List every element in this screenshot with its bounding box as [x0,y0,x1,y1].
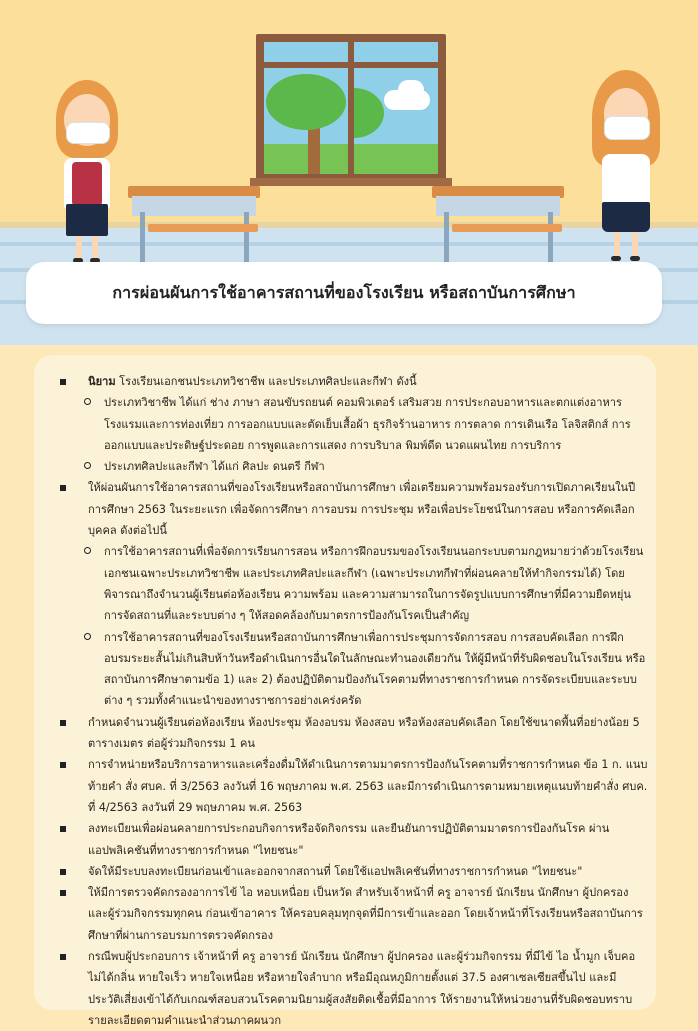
item-text: ให้มีการตรวจคัดกรองอาการไข้ ไอ หอบเหนื่อย เป็นหวัด สำหรับเจ้าหน้าที่ ครู อาจารย์ นักเรียน นักศึกษา ผู้ปกครอง และผู้ร่วมกิจกรรมทุกคน ก่อนเข้าอาคาร ให้ครอบคลุมทุกจุดที่มีการเข้าและออก โดยเจ้าหน้าที่โรงเรียนหรือสถาบันการศึกษาที่ผ่านการอบรมการตรวจคัดกรอง [88,886,643,942]
student-right [592,70,666,265]
guideline-item [48,371,648,392]
item-text: กรณีพบผู้ประกอบการ เจ้าหน้าที่ ครู อาจารย์ นักเรียน นักศึกษา ผู้ปกครอง และผู้ร่วมกิจกรรม ที่มีไข้ ไอ น้ำมูก เจ็บคอ ไม่ได้กลิ่น หายใจเร็ว หายใจเหนื่อย หรือหายใจลำบาก หรือมีอุณหภูมิกายตั้งแต่ 37.5 องศาเซลเซียสขึ้นไป และมีประวัติเสี่ยงเข้าได้กับเกณฑ์สอบสวนโรคตามนิยามผู้สงสัยติดเชื้อที่มีอาการ ให้รายงานให้หน่วยงานที่รับผิดชอบทราบ รายละเอียดตามคำแนะนำส่วนภาคผนวก [88,950,636,1027]
bench-right [452,224,562,232]
item-lead: นิยาม [88,375,116,388]
sub-item-text: การใช้อาคารสถานที่เพื่อจัดการเรียนการสอน หรือการฝึกอบรมของโรงเรียนนอกระบบตามกฎหมายว่าด้วยโรงเรียนเอกชนเฉพาะประเภทวิชาชีพ และประเภทศิลปะและกีฬา (เฉพาะประเภทกีฬาที่ผ่อนคลายให้ทำกิจกรรมได้) โดยพิจารณาถึงจำนวนผู้เรียนต่อห้องเรียน ความพร้อม และความสามารถในการจัดรูปแบบการศึกษาที่มีความยืดหยุ่น การจัดสถานที่และระบบต่าง ๆ ให้สอดคล้องกับมาตรการป้องกันโรคเป็นสำคัญ [104,545,644,623]
square-bullet-icon [60,379,66,385]
bench-left [148,224,258,232]
square-bullet-icon [60,890,66,896]
guideline-sub-item [48,541,648,626]
guideline-item [48,882,648,946]
square-bullet-icon [60,869,66,875]
square-bullet-icon [60,954,66,960]
face-mask-icon [66,122,110,144]
item-text: การจำหน่ายหรือบริการอาหารและเครื่องดื่มให้ดำเนินการตามมาตรการป้องกันโรคตามที่ราชการกำหนด ข้อ 1 ก. แนบท้ายคำ สั่ง ศบค. ที่ 3/2563 ลงวันที่ 16 พฤษภาคม พ.ศ. 2563 และมีการดำเนินการตามหมายเหตุแนบท้ายคำสั่ง ศบค. ที่ 4/2563 ลงวันที่ 29 พฤษภาคม พ.ศ. 2563 [88,758,648,814]
square-bullet-icon [60,762,66,768]
circle-bullet-icon [84,633,91,640]
guideline-list [48,371,648,1031]
student-left [54,80,124,265]
guideline-item [48,818,648,861]
guideline-sub-item [48,456,648,477]
item-text: จัดให้มีระบบลงทะเบียนก่อนเข้าและออกจากสถานที่ โดยใช้แอปพลิเคชันที่ทางราชการกำหนด "ไทยชนะ" [88,864,583,878]
guideline-item [48,754,648,818]
circle-bullet-icon [84,547,91,554]
classroom-illustration [0,0,698,345]
face-mask-icon [604,116,650,140]
sub-item-text: ประเภทศิลปะและกีฬา ได้แก่ ศิลปะ ดนตรี กีฬา [104,460,325,474]
classroom-window [256,34,446,182]
item-text: กำหนดจำนวนผู้เรียนต่อห้องเรียน ห้องประชุม ห้องอบรม ห้องสอบ หรือห้องสอบคัดเลือก โดยใช้ขนาดพื้นที่อย่างน้อย 5 ตารางเมตร ต่อผู้ร่วมกิจกรรม 1 คน [88,715,640,751]
guideline-item [48,477,648,541]
window-sill [250,178,452,186]
circle-bullet-icon [84,462,91,469]
circle-bullet-icon [84,398,91,405]
square-bullet-icon [60,720,66,726]
title-banner [26,262,662,324]
item-text: โรงเรียนเอกชนประเภทวิชาชีพ และประเภทศิลปะและกีฬา ดังนี้ [115,375,417,388]
guideline-item [48,861,648,882]
item-text: ลงทะเบียนเพื่อผ่อนคลายการประกอบกิจการหรือจัดกิจกรรม และยืนยันการปฏิบัติตามมาตรการป้องกันโรค ผ่านแอปพลิเคชันที่ทางราชการกำหนด "ไทยชนะ" [88,822,610,857]
page-title: การผ่อนผันการใช้อาคารสถานที่ของโรงเรียน หรือสถาบันการศึกษา [112,282,576,302]
item-text: ให้ผ่อนผันการใช้อาคารสถานที่ของโรงเรียนหรือสถาบันการศึกษา เพื่อเตรียมความพร้อมรองรับการเปิดภาคเรียนในปีการศึกษา 2563 ในระยะแรก เพื่อจัดการศึกษา การอบรม การประชุม หรือเพื่อประโยชน์ในการสอบ หรือการคัดเลือกบุคคล ดังต่อไปนี้ [88,481,636,538]
guideline-item [48,712,648,755]
sub-item-text: ประเภทวิชาชีพ ได้แก่ ช่าง ภาษา สอนขับรถยนต์ คอมพิวเตอร์ เสริมสวย การประกอบอาหารและตกแต่งอาหาร โรงแรมและการท่องเที่ยว การออกแบบและตัดเย็บเสื้อผ้า ธุรกิจร้านอาหาร การตลาด การเดินเรือ โลจิสติกส์ การออกแบบและประดิษฐ์ประดอย การพูดและการแสดง การบริบาล พิมพ์ดีด นวดแผนไทย การบริการ [104,396,631,452]
guideline-item [48,946,648,1031]
guideline-sub-item [48,627,648,712]
guideline-sub-item [48,392,648,456]
content-card [34,355,656,1027]
sub-item-text: การใช้อาคารสถานที่ของโรงเรียนหรือสถาบันการศึกษาเพื่อการประชุมการจัดการสอบ การสอบคัดเลือก การฝึกอบรมระยะสั้นไม่เกินสิบห้าวันหรือดำเนินการอื่นใดในลักษณะทำนองเดียวกัน ให้ผู้มีหน้าที่รับผิดชอบในโรงเรียน หรือสถาบันการศึกษาตามข้อ 1) และ 2) ต้องปฏิบัติตามป้องกันโรคตามที่ทางราชการกำหนด การจัดระเบียบและระบบต่าง ๆ รวมทั้งคำแนะนำของทางราชการอย่างเคร่งครัด [104,630,646,708]
square-bullet-icon [60,485,66,491]
square-bullet-icon [60,826,66,832]
